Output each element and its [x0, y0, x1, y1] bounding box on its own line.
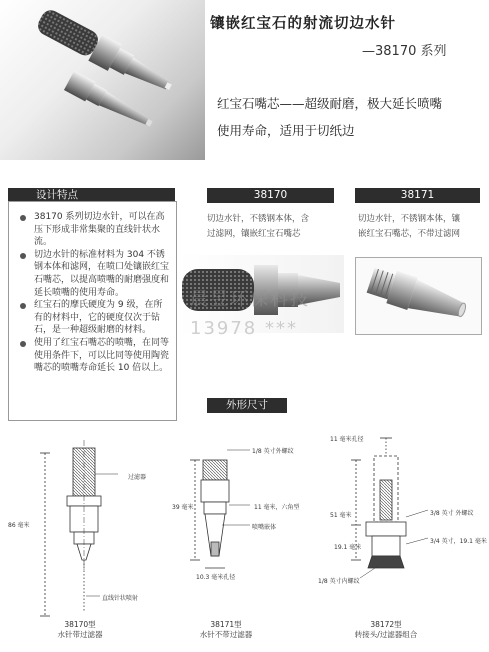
- drawing2-label-hex: 11 毫米，六角型: [254, 504, 300, 511]
- drawing2-caption-desc: 水针不带过滤器: [199, 630, 253, 639]
- feature-item: 使用了红宝石嘴芯的喷嘴，在同等使用条件下，可以比同等使用陶瓷嘴芯的喷嘴寿命延长 10 倍以上。: [19, 337, 170, 375]
- drawing2-caption: [196, 620, 256, 640]
- watermark-phone: 13978 ***: [190, 318, 298, 339]
- drawing-38171: [190, 450, 250, 568]
- drawing3-label-short: 19.1 毫米: [334, 544, 362, 551]
- product-38170-description: [207, 212, 309, 242]
- drawing2-label-orifice: 10.3 毫米孔径: [196, 574, 236, 581]
- drawing3-label-ext-thread: 3/8 英寸 外螺纹: [430, 510, 474, 517]
- drawing1-caption-desc: 水针带过滤器: [57, 630, 103, 639]
- drawing1-label-filter: 过滤器: [128, 474, 147, 481]
- drawing2-caption-model: 38171型: [210, 620, 242, 629]
- features-heading: 设计特点: [36, 189, 78, 201]
- dimensions-heading: 外形尺寸: [226, 399, 268, 411]
- drawing3-caption-model: 38172型: [370, 620, 402, 629]
- drawing-38172: [351, 438, 428, 578]
- technical-drawings: [0, 420, 489, 652]
- feature-item: 38170 系列切边水针，可以在高压下形成非常集聚的直线针状水流。: [19, 211, 170, 249]
- feature-item: 切边水针的标准材料为 304 不锈钢本体和滤网，在喷口处镶嵌红宝石嘴芯，以提高喷嘴的耐磨强度和延长喷嘴的使用寿命。: [19, 249, 170, 299]
- dimensions-heading-bar: [207, 398, 287, 413]
- drawing-38170: [40, 440, 118, 616]
- drawing1-label-length: 86 毫米: [8, 522, 30, 529]
- drawing3-label-hex: 3/4 英寸，19.1 毫米: [430, 538, 487, 545]
- product-38171-photo: [355, 257, 482, 335]
- drawing3-caption: [346, 620, 426, 640]
- drawing3-label-length: 51 毫米: [330, 512, 352, 519]
- product-38170-desc-line2: 过滤网，镶嵌红宝石嘴芯: [207, 229, 301, 239]
- page-subtitle: —38170 系列: [362, 44, 447, 59]
- product-38171-desc-line2: 嵌红宝石嘴芯，不带过滤网: [358, 229, 461, 239]
- drawing3-caption-desc: 转接头/过滤器组合: [354, 630, 418, 639]
- watermark-text: 晨昱环保科技: [190, 289, 310, 310]
- product-photo: [0, 0, 205, 160]
- nozzle-photo-illustration: [0, 0, 205, 160]
- product-38171-bar: [355, 188, 480, 203]
- headline-line-2: 使用寿命，适用于切纸边: [217, 123, 355, 138]
- drawing2-label-length: 39 毫米: [172, 504, 194, 511]
- page-title: 镶嵌红宝石的射流切边水针: [210, 16, 396, 32]
- drawing3-label-int-thread: 1/8 英寸内螺纹: [318, 578, 360, 585]
- drawing1-label-thread: 直线针状喷射: [102, 595, 139, 602]
- drawing2-label-thread: 1/8 英寸外螺纹: [252, 448, 294, 455]
- nozzle-38171-illustration: [356, 258, 481, 334]
- product-38171-desc-line1: 切边水针，不锈钢本体，镶: [358, 214, 461, 224]
- drawing3-label-bore: 11 毫米孔径: [330, 436, 364, 443]
- product-38171-description: [358, 212, 460, 242]
- drawing2-label-nozzle: 喷嘴嵌体: [252, 524, 277, 531]
- feature-item: 红宝石的摩氏硬度为 9 级，在所有的材料中，它的硬度仅次于钻石，是一种超级耐磨的材料。: [19, 299, 170, 337]
- drawing1-caption-model: 38170型: [64, 620, 96, 629]
- features-list: [9, 202, 176, 375]
- product-38171-model: 38171: [400, 189, 435, 201]
- features-box: [8, 201, 177, 421]
- product-38170-desc-line1: 切边水针，不锈钢本体，含: [207, 214, 310, 224]
- drawing1-caption: [50, 620, 110, 640]
- headline-line-1: 红宝石嘴芯——超级耐磨，极大延长喷嘴: [217, 96, 443, 111]
- product-38170-bar: [207, 188, 334, 203]
- product-38170-model: 38170: [253, 189, 288, 201]
